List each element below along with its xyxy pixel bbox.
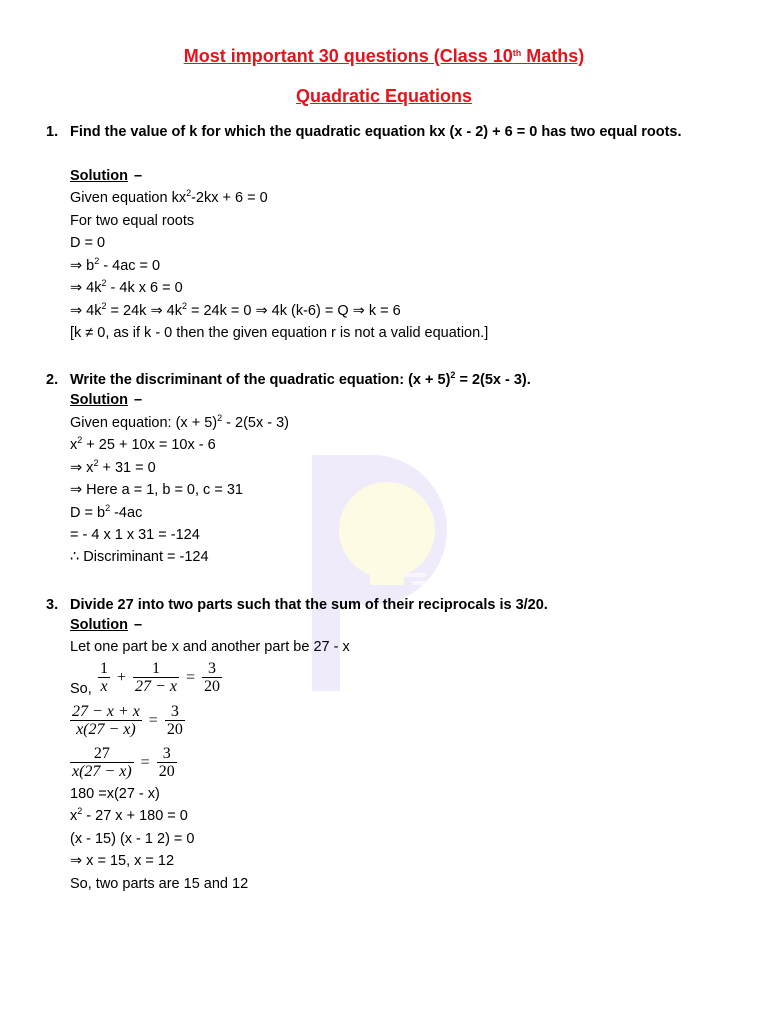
solution-line: ⇒ $4k^2 - 4k$ x 6 = 0	[70, 278, 183, 296]
solution-line: Given equation: $(x + 5)^2 - 2(5x - 3)$	[70, 413, 289, 431]
solution-line: So,	[70, 681, 92, 697]
solution-dash: –	[134, 168, 143, 184]
question-number: 1.	[46, 124, 59, 140]
solution-label: Solution	[70, 392, 128, 408]
question-number: 3.	[46, 597, 59, 613]
solution-line: 180 =x(27 - x)	[70, 786, 160, 802]
solution-line: $D = b^2$ -4ac	[70, 503, 143, 521]
fraction-equation: $\frac{27}{x(27 - x)}$ = $\frac{3}{20}$	[72, 745, 175, 780]
solution-line: ∴ Discriminant = -124	[70, 549, 209, 565]
solution-line: $x^2 + 25 + 10x = 10x - 6$	[70, 435, 216, 453]
solution-line: ⇒ x = 15, x = 12	[70, 853, 175, 869]
solution-line: Let one part be x and another part be 27 - x	[70, 639, 350, 655]
solution-line: $x^2 - 27$ x + 180 = 0	[70, 806, 188, 824]
fraction: $\frac{27}{x(27 - x)}$	[72, 745, 132, 780]
solution-line: ⇒ $x^2 + 31 = 0$	[70, 458, 156, 476]
fraction-equation: $\frac{27 - x + x}{x(27 - x)}$ = $\frac{3}{20}$	[72, 703, 183, 738]
question-text: Find the value of k for which the quadratic equation kx (x - 2) + 6 = 0 has two equal roots.	[70, 124, 682, 140]
fraction: $\frac{3}{20}$	[203, 660, 220, 695]
solution-dash: –	[134, 617, 143, 633]
page-title: Most important 30 questions (Class 10th Maths)	[183, 46, 585, 66]
solution-dash: –	[134, 392, 143, 408]
solution-line: [k ≠ 0, as if k - 0 then the given equation r is not a valid equation.]	[70, 325, 489, 341]
solution-line: ⇒ $b^2 - 4ac = 0$	[70, 256, 161, 274]
fraction: $\frac{3}{20}$	[166, 703, 183, 738]
solution-line: So, two parts are 15 and 12	[70, 876, 249, 892]
question-text: Divide 27 into two parts such that the sum of their reciprocals is 3/20.	[70, 597, 548, 613]
solution-line: ⇒ $4k^2 = 24k$ ⇒ $4k^2 = 24k = 0$ ⇒ 4k (k-6) = Q ⇒ k = 6	[70, 301, 401, 319]
solution-line: ⇒ Here a = 1, b = 0, c = 31	[70, 482, 243, 498]
solution-line: D = 0	[70, 235, 106, 251]
fraction: $\frac{1}{27 - x}$	[135, 660, 177, 695]
solution-label: Solution	[70, 168, 128, 184]
fraction-equation: $\frac{1}{x}$ + $\frac{1}{27 - x}$ = $\frac{3}{20}$	[100, 660, 220, 695]
fraction: $\frac{27 - x + x}{x(27 - x)}$	[72, 703, 140, 738]
solution-line: (x - 15) (x - 1 2) = 0	[70, 831, 195, 847]
solution-line: = - 4 x 1 x 31 = -124	[70, 527, 200, 543]
solution-line: For two equal roots	[70, 213, 195, 229]
question-text: Write the discriminant of the quadratic equation: $(x + 5)^2 = 2(5x - 3)$.	[70, 370, 531, 388]
solution-label: Solution	[70, 617, 128, 633]
fraction: $\frac{1}{x}$	[100, 660, 108, 695]
question-number: 2.	[46, 372, 59, 388]
fraction: $\frac{3}{20}$	[158, 745, 175, 780]
solution-line: Given equation $kx^2-2kx + 6 = 0$	[70, 188, 268, 206]
page-subtitle: Quadratic Equations	[295, 86, 473, 106]
lightbulb-logo-icon	[312, 455, 462, 691]
